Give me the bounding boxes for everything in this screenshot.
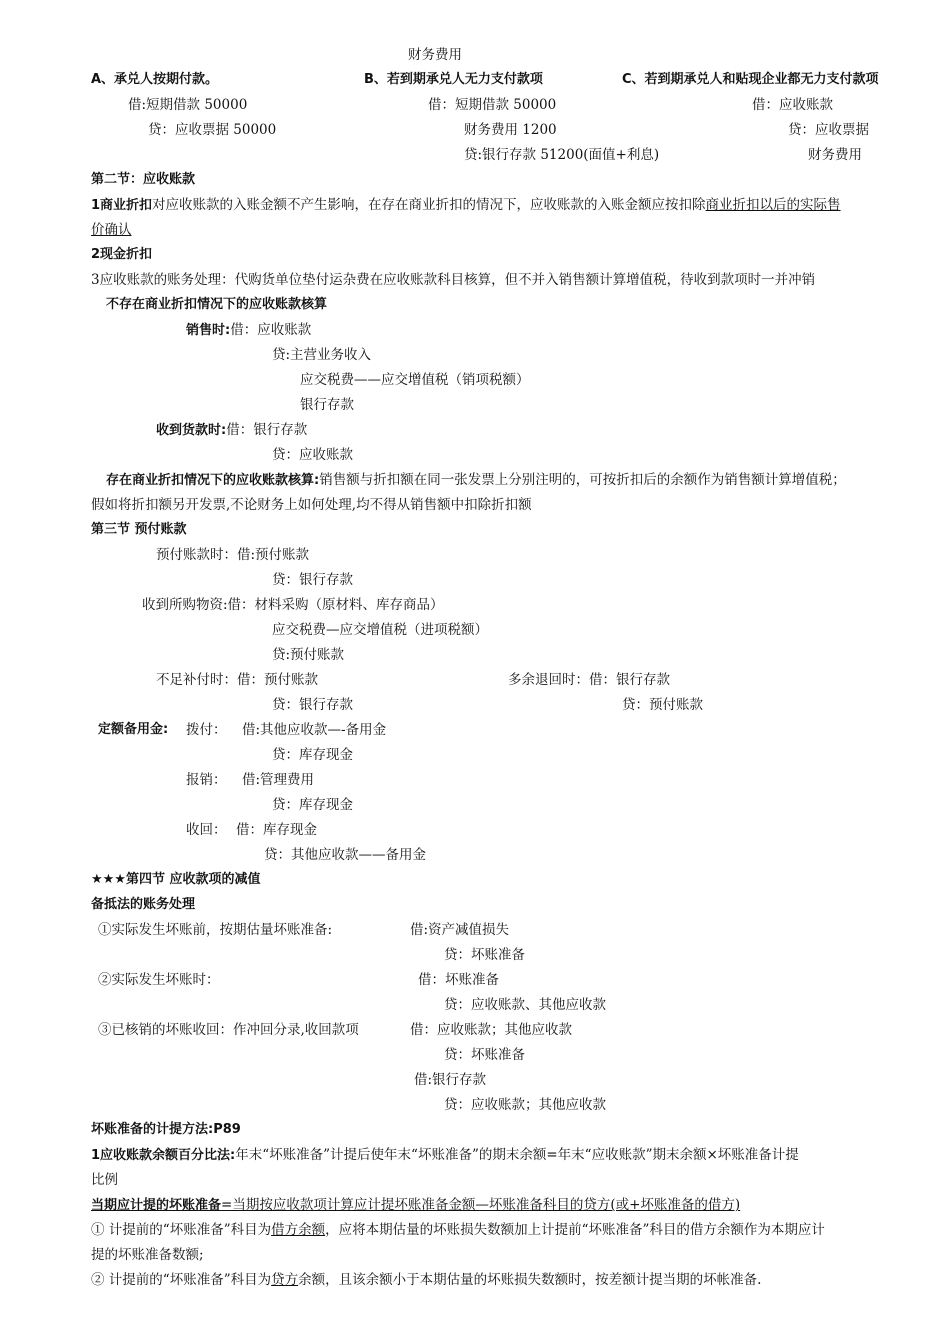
case-b-title: B、若到期承兑人无力支付款项 (364, 72, 543, 87)
with-discount-text: 销售额与折扣额在同一张发票上分别注明的，可按折扣后的余额作为销售额计算增值税； (319, 472, 846, 488)
sale-credit-2: 应交税费——应交增值税（销项税额） (300, 372, 530, 388)
goods-received-tax: 应交税费—应交增值税（进项税额） (272, 622, 488, 638)
receipt-credit: 贷：应收账款 (272, 447, 353, 463)
step-1-text: ①实际发生坏账前，按期估量坏账准备: (98, 922, 333, 938)
step-3-debit-2: 借:银行存款 (414, 1072, 487, 1088)
with-discount-line-2: 假如将折扣额另开发票,不论财务上如何处理,均不得从销售额中扣除折扣额 (91, 497, 532, 513)
section-4-title: ★★★第四节 应收款项的减值 (91, 872, 261, 887)
case-c-entry-3: 财务费用 (808, 147, 862, 163)
step-1-credit: 贷：坏账准备 (444, 947, 525, 963)
imprest-reimburse-credit: 贷：库存现金 (272, 797, 353, 813)
case-c-entry-1: 借：应收账款 (752, 97, 833, 113)
provision-method-title: 坏账准备的计提方法:P89 (91, 1122, 241, 1137)
receipt-debit: 借：银行存款 (226, 422, 308, 438)
step-2-credit: 贷：应收账款、其他应收款 (444, 997, 606, 1013)
case-b-entry-3: 贷:银行存款 51200(面值+利息) (464, 147, 660, 163)
cash-discount-title: 2现金折扣 (91, 247, 153, 262)
receivable-treatment: 3应收账款的账务处理：代购货单位垫付运杂费在应收账款科目核算，但不并入销售额计算增值税，待收到款项时一并冲销 (91, 272, 816, 288)
case-2-line (91, 1271, 761, 1289)
step-2-text: ②实际发生坏账时： (98, 972, 220, 988)
percentage-method-text: 年末“坏账准备”计提后使年末“坏账准备”的期末余额=年末“应收账款”期末余额×坏账准备计提 (235, 1147, 799, 1163)
trade-discount-text: 对应收账款的入账金额不产生影响，在存在商业折扣的情况下，应收账款的入账金额应按扣除 (152, 197, 706, 213)
step-3-text: ③已核销的坏账收回：作冲回分录,收回款项 (98, 1022, 359, 1038)
receipt-line-1 (156, 421, 307, 440)
percentage-method-line-1 (91, 1146, 799, 1165)
imprest-allocate-label: 拨付： (186, 722, 227, 738)
current-provision-label: 当期应计提的坏账准备 (91, 1198, 222, 1213)
case-1-line-1 (91, 1221, 825, 1239)
step-3-credit-2: 贷：应收账款；其他应收款 (444, 1097, 606, 1113)
shortfall-debit: 不足补付时：借：预付账款 (156, 672, 318, 688)
current-provision-text: =当期按应收款项计算应计提坏账准备金额—坏账准备科目的贷方(或+坏账准备的借方) (221, 1197, 741, 1213)
goods-received-debit: 收到所购物资:借：材料采购（原材料、库存商品） (142, 597, 444, 613)
imprest-return-debit: 借：库存现金 (236, 822, 317, 838)
section-3-title: 第三节 预付账款 (91, 522, 187, 537)
prepay-credit: 贷：银行存款 (272, 572, 353, 588)
case-c-entry-2: 贷：应收票据 (788, 122, 869, 138)
sale-debit: 借：应收账款 (230, 322, 312, 338)
case-1-pre: ① 计提前的“坏账准备”科目为 (91, 1222, 272, 1238)
sale-credit-1: 贷:主营业务收入 (272, 347, 372, 363)
heading-finance-expense: 财务费用 (408, 47, 462, 63)
trade-discount-label: 1商业折扣 (91, 198, 153, 213)
case-2-post: 余额，且该余额小于本期估量的坏账损失数额时，按差额计提当期的坏帐准备. (298, 1272, 762, 1288)
case-b-entry-2: 财务费用 1200 (464, 122, 557, 138)
case-a-entry-2: 贷：应收票据 50000 (148, 122, 277, 138)
imprest-return-label: 收回： (186, 822, 227, 838)
case-2-underlined: 贷方 (271, 1272, 299, 1288)
prepay-debit: 预付账款时：借:预付账款 (156, 547, 310, 563)
refund-credit: 贷：预付账款 (622, 697, 703, 713)
case-c-title: C、若到期承兑人和贴现企业都无力支付款项 (622, 72, 879, 87)
refund-debit: 多余退回时：借：银行存款 (508, 672, 670, 688)
goods-received-credit: 贷:预付账款 (272, 647, 345, 663)
imprest-return-credit: 贷：其他应收款——备用金 (264, 847, 426, 863)
case-a-entry-1: 借:短期借款 50000 (128, 97, 248, 113)
step-3-credit-1: 贷：坏账准备 (444, 1047, 525, 1063)
imprest-allocate-debit: 借:其他应收款—-备用金 (242, 722, 387, 738)
sale-label: 销售时: (186, 323, 231, 338)
case-1-post: ，应将本期估量的坏账损失数额加上计提前“坏账准备”科目的借方余额作为本期应计 (325, 1222, 825, 1238)
with-discount-line-1 (106, 471, 846, 490)
step-3-debit-1: 借：应收账款；其他应收款 (410, 1022, 572, 1038)
percentage-method-line-2: 比例 (91, 1172, 118, 1188)
trade-discount-line-1 (91, 196, 841, 215)
with-discount-label: 存在商业折扣情况下的应收账款核算: (106, 473, 320, 488)
allowance-method-subtitle: 备抵法的账务处理 (91, 897, 196, 912)
imprest-reimburse-label: 报销： (186, 772, 227, 788)
no-discount-subtitle: 不存在商业折扣情况下的应收账款核算 (106, 297, 328, 312)
step-2-debit: 借：坏账准备 (418, 972, 499, 988)
sale-credit-3: 银行存款 (300, 397, 354, 413)
step-1-debit: 借:资产减值损失 (410, 922, 510, 938)
shortfall-credit: 贷：银行存款 (272, 697, 353, 713)
case-b-entry-1: 借：短期借款 50000 (428, 97, 557, 113)
imprest-fund-label: 定额备用金: (98, 722, 169, 737)
receipt-label: 收到货款时: (156, 423, 227, 438)
current-provision-formula (91, 1196, 740, 1215)
case-1-underlined: 借方余额 (271, 1222, 326, 1238)
case-1-line-2: 提的坏账准备数额; (91, 1247, 204, 1263)
percentage-method-label: 1应收账款余额百分比法: (91, 1148, 236, 1163)
section-2-title: 第二节：应收账款 (91, 172, 196, 187)
trade-discount-line-2: 价确认 (91, 222, 132, 238)
imprest-allocate-credit: 贷：库存现金 (272, 747, 353, 763)
case-2-pre: ② 计提前的“坏账准备”科目为 (91, 1272, 272, 1288)
case-a-title: A、承兑人按期付款。 (91, 72, 219, 87)
sale-line-1 (186, 321, 311, 340)
trade-discount-underlined: 商业折扣以后的实际售 (705, 197, 841, 213)
imprest-reimburse-debit: 借:管理费用 (242, 772, 315, 788)
